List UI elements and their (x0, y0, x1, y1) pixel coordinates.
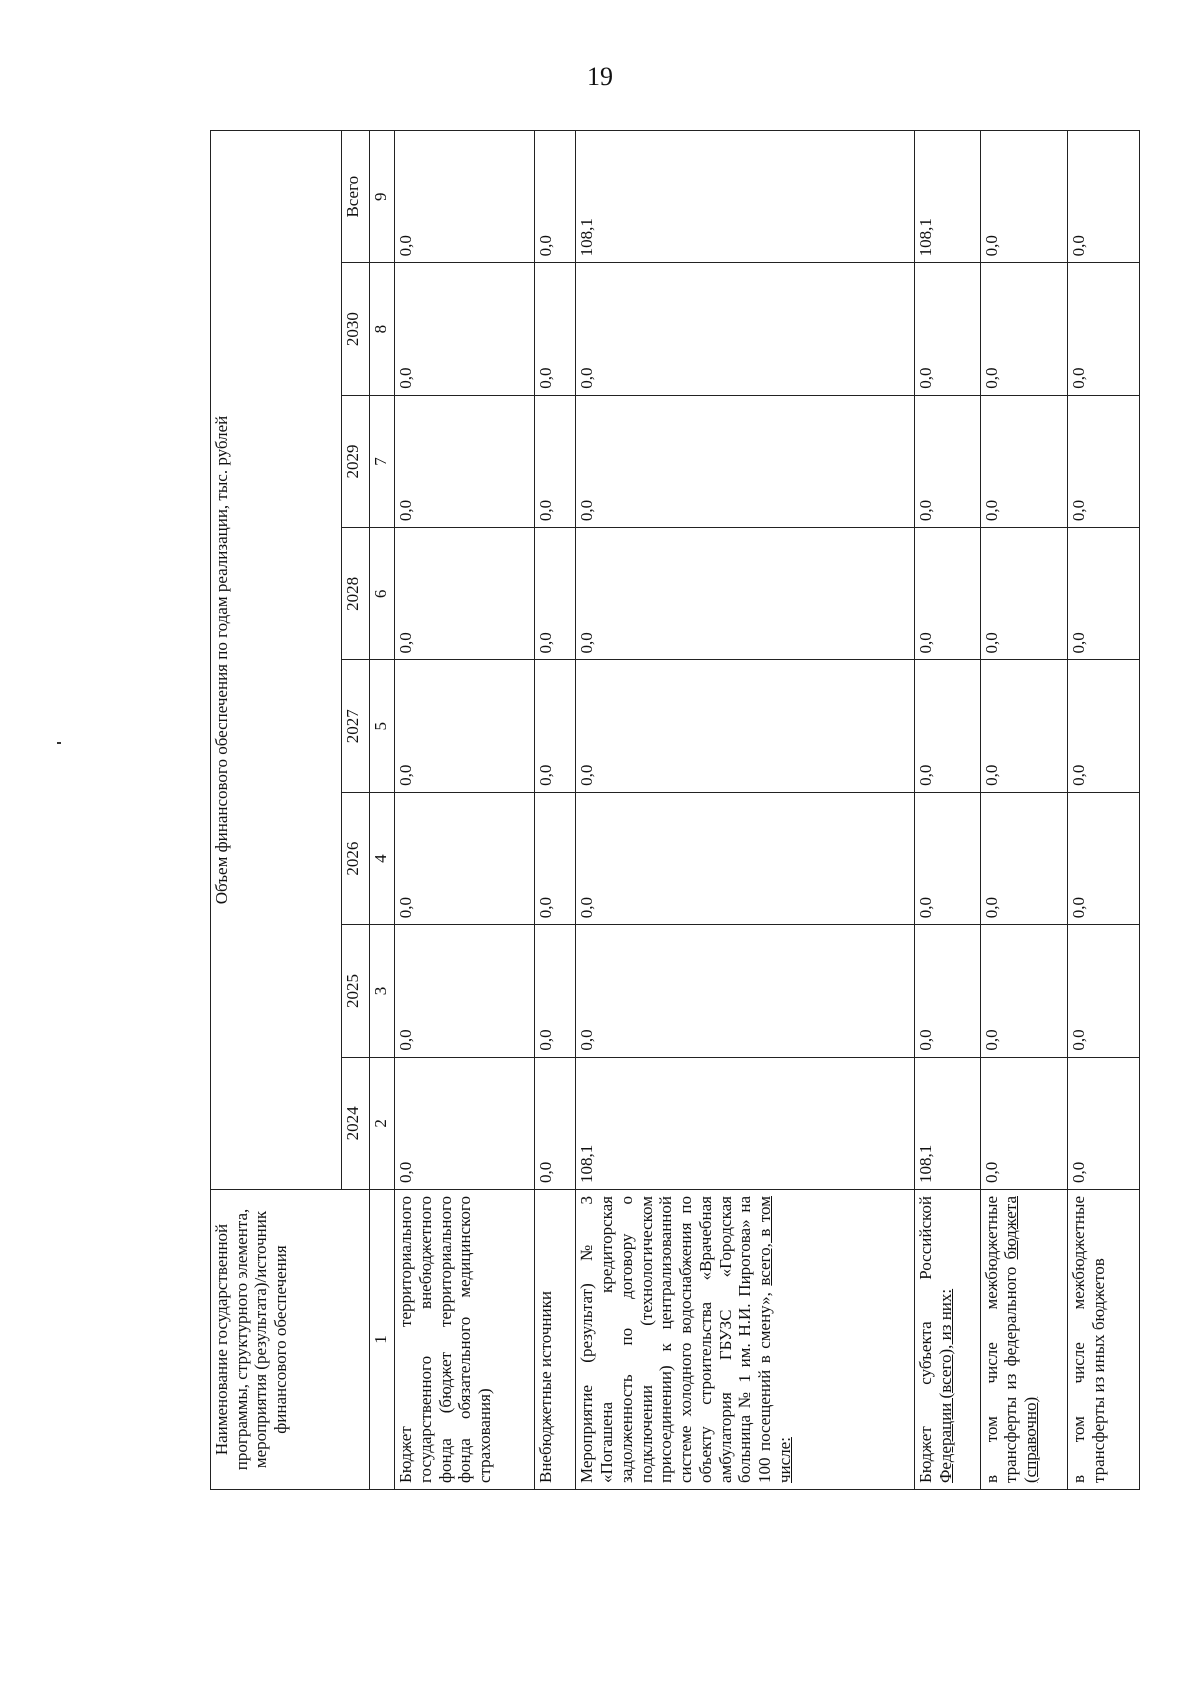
value-cell: 0,0 (980, 792, 1067, 924)
value-cell: 0,0 (576, 263, 915, 395)
year-header: 2024 (342, 1057, 370, 1189)
row-name: Внебюджетные источники (534, 1190, 575, 1490)
value-cell: 0,0 (534, 660, 575, 792)
value-cell: 0,0 (395, 925, 535, 1057)
value-cell: 0,0 (534, 131, 575, 263)
value-cell: 0,0 (534, 528, 575, 660)
page-number: 19 (587, 62, 613, 91)
row-name: Бюджет территориального государственного внебюджетного фонда (бюджет территориального фонда обязательного медицинского страхования) (395, 1190, 535, 1490)
value-cell: 0,0 (395, 395, 535, 527)
table-row (534, 131, 575, 1490)
value-cell: 0,0 (395, 792, 535, 924)
value-cell: 0,0 (980, 131, 1067, 263)
value-cell: 0,0 (1067, 660, 1139, 792)
column-numbers-row (370, 131, 395, 1490)
column-number: 6 (370, 528, 395, 660)
value-cell: 108,1 (576, 1057, 915, 1189)
value-cell: 108,1 (914, 131, 980, 263)
row-name-main: Бюджет субъекта Российской (915, 1196, 935, 1483)
value-cell: 0,0 (914, 528, 980, 660)
value-cell: 108,1 (914, 1057, 980, 1189)
table-row (914, 131, 980, 1490)
table-row (980, 131, 1067, 1490)
value-cell: 0,0 (980, 528, 1067, 660)
value-cell: 0,0 (980, 925, 1067, 1057)
row-name-tail: Федерации (всего), из них: (935, 1288, 955, 1483)
value-cell: 0,0 (1067, 792, 1139, 924)
table-row (395, 131, 535, 1490)
value-cell: 0,0 (914, 792, 980, 924)
column-number: 3 (370, 925, 395, 1057)
value-cell: 0,0 (914, 925, 980, 1057)
scan-mark (57, 742, 61, 744)
column-number: 4 (370, 792, 395, 924)
rotated-table-wrapper (210, 130, 1140, 1490)
value-cell: 0,0 (534, 925, 575, 1057)
value-cell: 0,0 (576, 792, 915, 924)
value-cell: 0,0 (576, 528, 915, 660)
value-cell: 0,0 (576, 925, 915, 1057)
table-row (576, 131, 915, 1490)
row-name-tail: всего, в том числе: (754, 1196, 794, 1483)
value-cell: 0,0 (395, 1057, 535, 1189)
value-cell: 0,0 (980, 395, 1067, 527)
year-header: 2028 (342, 528, 370, 660)
row-name-main: Мероприятие (результат) № 3 «Погашена кредиторская задолженность по договору о подключении (технологическом присоединении) к централизованной системе холодного водоснабжения по объекту строительства «Врачебная амбулатория ГБУЗС «Городская больница № 1 им. Н.И. Пирогова» на 100 посещений в смену», (577, 1196, 774, 1483)
value-cell: 0,0 (1067, 925, 1139, 1057)
header-group-title: Объем финансового обеспечения по годам реализации, тыс. рублей (211, 131, 342, 1190)
year-header: 2026 (342, 792, 370, 924)
value-cell: 0,0 (395, 263, 535, 395)
value-cell: 0,0 (534, 263, 575, 395)
value-cell: 0,0 (980, 660, 1067, 792)
value-cell: 0,0 (1067, 131, 1139, 263)
value-cell: 0,0 (395, 131, 535, 263)
row-name (576, 1190, 915, 1490)
value-cell: 0,0 (980, 263, 1067, 395)
column-number: 5 (370, 660, 395, 792)
value-cell: 0,0 (395, 660, 535, 792)
column-number: 7 (370, 395, 395, 527)
column-number: 2 (370, 1057, 395, 1189)
value-cell: 0,0 (1067, 528, 1139, 660)
value-cell: 0,0 (980, 1057, 1067, 1189)
value-cell: 0,0 (1067, 263, 1139, 395)
rotated-table-frame (210, 130, 1140, 1490)
value-cell: 0,0 (534, 1057, 575, 1189)
year-header: 2027 (342, 660, 370, 792)
row-name (980, 1190, 1067, 1490)
year-header: 2030 (342, 263, 370, 395)
value-cell: 0,0 (576, 660, 915, 792)
row-name-tail: бюджета (справочно) (1001, 1196, 1040, 1483)
value-cell: 0,0 (534, 395, 575, 527)
column-number: 8 (370, 263, 395, 395)
value-cell: 0,0 (395, 528, 535, 660)
year-header: 2029 (342, 395, 370, 527)
value-cell: 0,0 (576, 395, 915, 527)
financing-table (210, 130, 1140, 1490)
value-cell: 108,1 (576, 131, 915, 263)
value-cell: 0,0 (534, 792, 575, 924)
row-name: в том числе межбюджетные трансферты из иных бюджетов (1067, 1190, 1139, 1490)
value-cell: 0,0 (1067, 1057, 1139, 1189)
value-cell: 0,0 (914, 263, 980, 395)
header-row (211, 131, 342, 1490)
value-cell: 0,0 (1067, 395, 1139, 527)
value-cell: 0,0 (914, 395, 980, 527)
value-cell: 0,0 (914, 660, 980, 792)
header-name-column: Наименование государственной программы, структурного элемента, мероприятия (результата)/источник финансового обеспечения (211, 1190, 370, 1490)
row-name-main: в том числе межбюджетные трансферты из федерального (981, 1196, 1021, 1483)
table-row (1067, 131, 1139, 1490)
total-header: Всего (342, 131, 370, 263)
column-number: 9 (370, 131, 395, 263)
column-number: 1 (370, 1190, 395, 1490)
year-header: 2025 (342, 925, 370, 1057)
row-name (914, 1190, 980, 1490)
